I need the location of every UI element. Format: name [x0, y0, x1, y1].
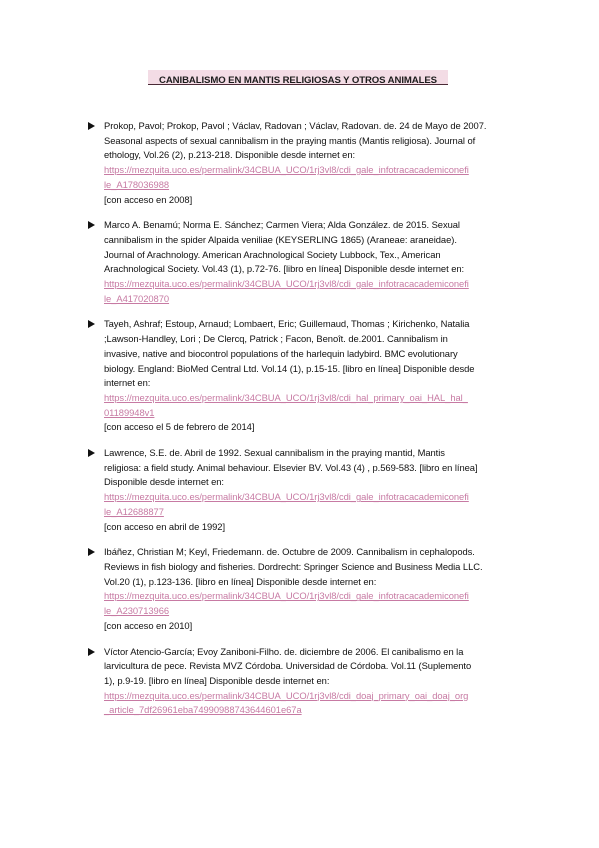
reference-text-line: Lawrence, S.E. de. Abril de 1992. Sexual cannibalism in the praying mantid, Mantis: [104, 447, 445, 459]
reference-permalink[interactable]: https://mezquita.uco.es/permalink/34CBUA_UCO/1rj3vl8/cdi_gale_infotracacademiconefi: [104, 590, 469, 602]
reference-text-line: Víctor Atencio-García; Evoy Zaniboni-Filho. de. diciembre de 2006. El canibalismo en la: [104, 645, 464, 657]
reference-text-line: Ibáñez, Christian M; Keyl, Friedemann. de. Octubre de 2009. Cannibalism in cephalopods.: [104, 546, 475, 558]
arrow-bullet-icon: [88, 221, 95, 229]
reference-permalink[interactable]: https://mezquita.uco.es/permalink/34CBUA_UCO/1rj3vl8/cdi_doaj_primary_oai_doaj_org: [104, 689, 469, 701]
reference-text-line: 1), p.9-19. [libro en línea] Disponible desde internet en:: [104, 674, 330, 686]
reference-permalink[interactable]: https://mezquita.uco.es/permalink/34CBUA_UCO/1rj3vl8/cdi_hal_primary_oai_HAL_hal_: [104, 391, 468, 403]
reference-permalink[interactable]: https://mezquita.uco.es/permalink/34CBUA_UCO/1rj3vl8/cdi_gale_infotracacademiconefi: [104, 278, 469, 290]
reference-text-line: Marco A. Benamú; Norma E. Sánchez; Carmen Viera; Alda González. de 2015. Sexual: [104, 219, 460, 231]
reference-permalink[interactable]: le_A178036988: [104, 178, 170, 190]
reference-text-line: Arachnological Society. Vol.43 (1), p.72-76. [libro en línea] Disponible desde internet en:: [104, 263, 465, 275]
reference-entry: [88, 218, 516, 306]
reference-permalink[interactable]: le_A417020870: [104, 292, 170, 304]
access-date-note: [con acceso en abril de 1992]: [104, 520, 226, 532]
arrow-bullet-icon: [88, 320, 95, 328]
reference-permalink[interactable]: 01189948v1: [104, 406, 155, 418]
reference-text-line: Vol.20 (1), p.123-136. [libro en línea] Disponible desde internet en:: [104, 575, 377, 587]
reference-text-line: invasive, native and biocontrol populations of the harlequin ladybird. BMC evolutionary: [104, 347, 458, 359]
reference-text-line: larvicultura de pece. Revista MVZ Córdoba. Universidad de Córdoba. Vol.11 (Suplemento: [104, 660, 472, 672]
access-date-note: [con acceso el 5 de febrero de 2014]: [104, 421, 255, 433]
reference-entry: [88, 446, 516, 534]
reference-entry: [88, 545, 516, 633]
reference-text-line: ;Lawson-Handley, Lori ; De Clercq, Patrick ; Facon, Benoît. de.2001. Cannibalism in: [104, 333, 448, 345]
reference-text-line: religiosa: a field study. Animal behaviour. Elsevier BV. Vol.43 (4) , p.569-583. [libro en línea]: [104, 461, 478, 473]
reference-text-line: Reviews in fish biology and fisheries. Dordrecht: Springer Science and Business Media LLC.: [104, 560, 483, 572]
reference-text-line: Disponible desde internet en:: [104, 476, 224, 488]
arrow-bullet-icon: [88, 648, 95, 656]
reference-entry: [88, 317, 516, 435]
reference-text-line: Journal of Arachnology. American Arachnological Society Lubbock, Tex., American: [104, 248, 441, 260]
reference-text-line: Seasonal aspects of sexual cannibalism in the praying mantis (Mantis religiosa). Journal of: [104, 134, 476, 146]
access-date-note: [con acceso en 2010]: [104, 619, 193, 631]
reference-permalink[interactable]: https://mezquita.uco.es/permalink/34CBUA_UCO/1rj3vl8/cdi_gale_infotracacademiconefi: [104, 164, 469, 176]
reference-permalink[interactable]: _article_7df26961eba74990988743644601e67a: [104, 704, 302, 716]
reference-entry: [88, 645, 516, 719]
reference-text-line: cannibalism in the spider Alpaida veniliae (KEYSERLING 1865) (Araneae: araneidae).: [104, 233, 457, 245]
document-title: CANIBALISMO EN MANTIS RELIGIOSAS Y OTROS ANIMALES: [159, 75, 437, 86]
access-date-note: [con acceso en 2008]: [104, 193, 193, 205]
reference-text-line: Prokop, Pavol; Prokop, Pavol ; Václav, Radovan ; Václav, Radovan. de. 24 de Mayo de 2007.: [104, 120, 487, 131]
reference-text-line: ethology, Vol.26 (2), p.213-218. Disponible desde internet en:: [104, 149, 356, 161]
reference-permalink[interactable]: le_A12688877: [104, 505, 164, 517]
reference-entry: [88, 119, 516, 207]
reference-text-line: internet en:: [104, 377, 151, 389]
reference-text-line: Tayeh, Ashraf; Estoup, Arnaud; Lombaert, Eric; Guillemaud, Thomas ; Kirichenko, Natalia: [104, 318, 470, 330]
reference-permalink[interactable]: https://mezquita.uco.es/permalink/34CBUA_UCO/1rj3vl8/cdi_gale_infotracacademiconefi: [104, 491, 469, 503]
reference-permalink[interactable]: le_A230713966: [104, 605, 170, 617]
reference-list: [88, 119, 516, 718]
reference-text-line: biology. England: BioMed Central Ltd. Vol.14 (1), p.15-15. [libro en línea] Disponible desde: [104, 362, 475, 374]
arrow-bullet-icon: [88, 548, 95, 556]
arrow-bullet-icon: [88, 449, 95, 457]
arrow-bullet-icon: [88, 122, 95, 130]
document-title-banner: [148, 70, 448, 85]
